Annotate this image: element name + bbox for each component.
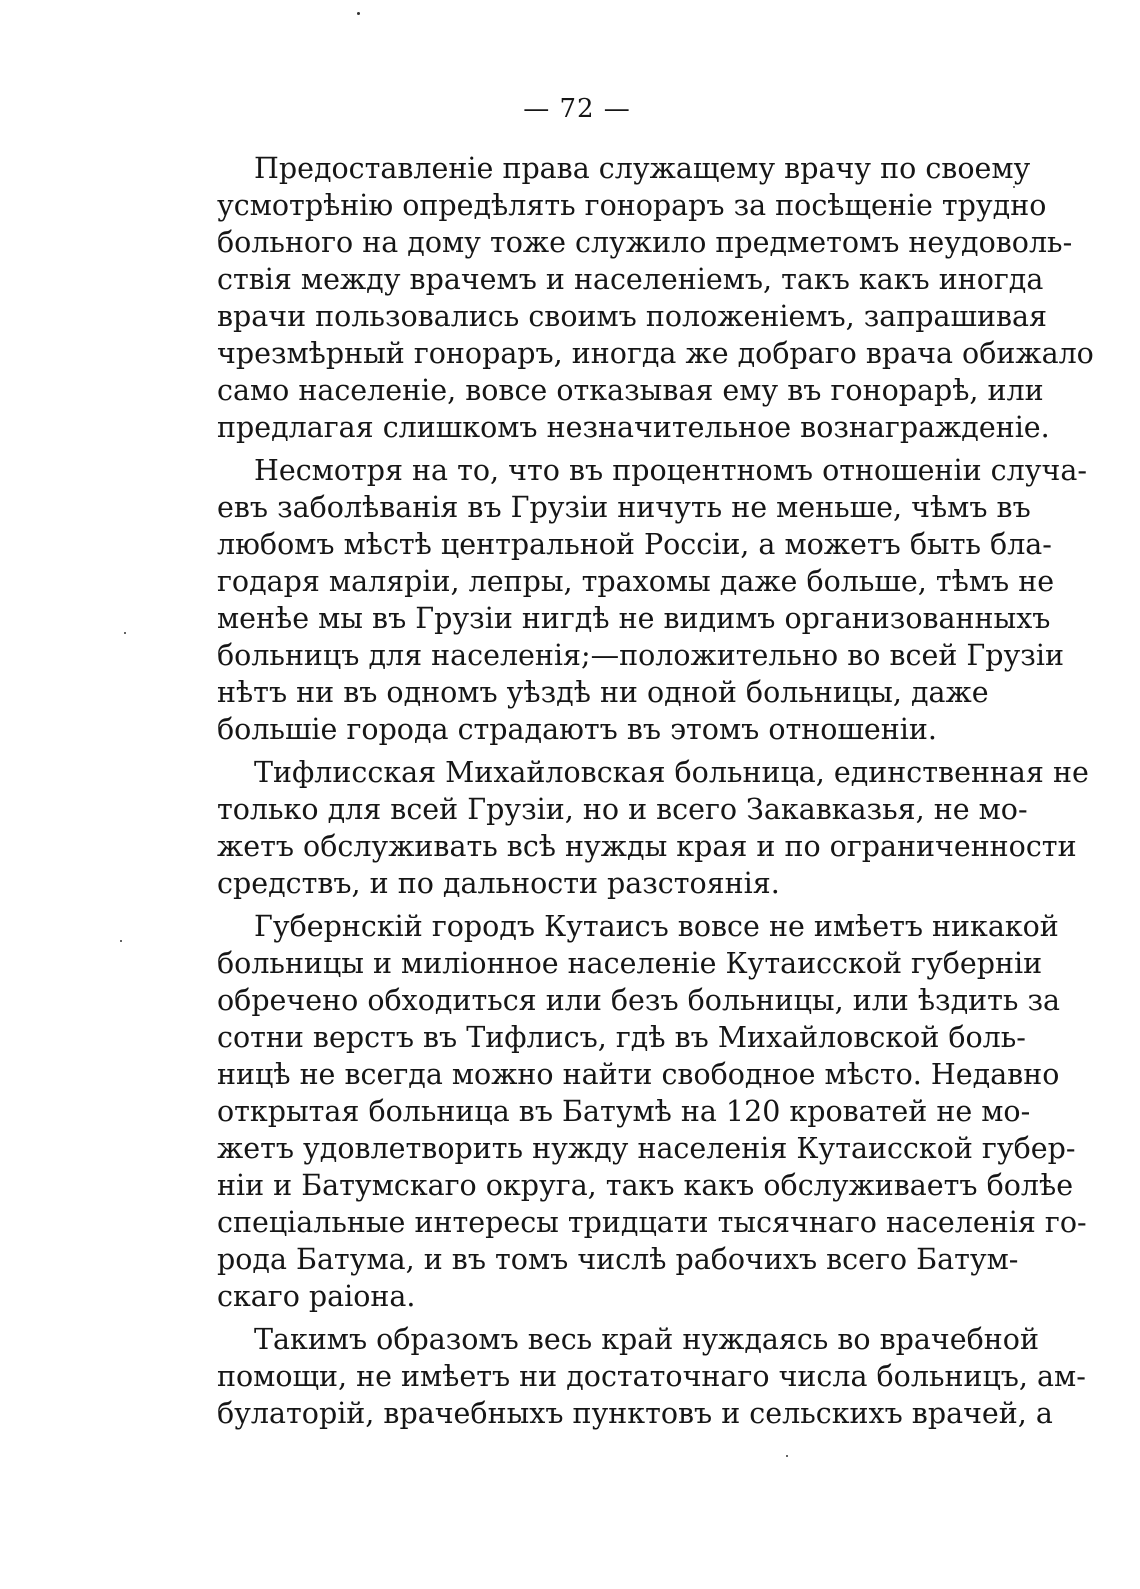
text-line: булаторій, врачебныхъ пунктовъ и сельскихъ врачей, а <box>217 1397 1053 1430</box>
text-line: помощи, не имѣетъ ни достаточнаго числа больницъ, ам- <box>217 1360 1086 1393</box>
text-line: само населеніе, вовсе отказывая ему въ гонорарѣ, или <box>217 374 1044 407</box>
text-line: большіе города страдаютъ въ этомъ отношеніи. <box>217 713 937 746</box>
text-line: менѣе мы въ Грузіи нигдѣ не видимъ организованныхъ <box>217 602 1051 635</box>
print-speck <box>1013 186 1015 188</box>
text-line: Тифлисская Михайловская больница, единственная не <box>254 756 1089 789</box>
print-speck <box>120 940 122 942</box>
text-line: врачи пользовались своимъ положеніемъ, запрашивая <box>217 300 1048 333</box>
text-line: только для всей Грузіи, но и всего Закавказья, не мо- <box>217 793 1028 826</box>
paragraph <box>217 908 1087 1315</box>
page-number: — 72 — <box>523 94 631 124</box>
text-line: скаго раіона. <box>217 1280 416 1313</box>
text-line: ствія между врачемъ и населеніемъ, такъ какъ иногда <box>217 263 1044 296</box>
text-line: ницѣ не всегда можно найти свободное мѣсто. Недавно <box>217 1058 1060 1091</box>
paragraph <box>217 1321 1086 1432</box>
text-line: Такимъ образомъ весь край нуждаясь во врачебной <box>254 1323 1039 1356</box>
text-line: больницы и миліонное населеніе Кутаисской губерніи <box>217 947 1043 980</box>
print-speck <box>786 1455 788 1457</box>
text-line: Несмотря на то, что въ процентномъ отношеніи случа- <box>254 454 1087 487</box>
paragraph <box>217 754 1089 902</box>
text-line: Предоставленіе права служащему врачу по своему <box>254 152 1031 185</box>
text-line: спеціальные интересы тридцати тысячнаго населенія го- <box>217 1206 1087 1239</box>
print-speck <box>357 12 360 15</box>
text-line: жетъ удовлетворить нужду населенія Кутаисской губер- <box>217 1132 1076 1165</box>
text-line: евъ заболѣванія въ Грузіи ничуть не меньше, чѣмъ въ <box>217 491 1031 524</box>
text-line: жетъ обслуживать всѣ нужды края и по ограниченности <box>217 830 1077 863</box>
text-line: открытая больница въ Батумѣ на 120 кроватей не мо- <box>217 1095 1031 1128</box>
paragraph <box>217 452 1087 748</box>
text-line: средствъ, и по дальности разстоянія. <box>217 867 780 900</box>
text-line: усмотрѣнію опредѣлять гонораръ за посѣщеніе трудно <box>217 189 1047 222</box>
text-line: годаря маляріи, лепры, трахомы даже больше, тѣмъ не <box>217 565 1055 598</box>
text-line: рода Батума, и въ томъ числѣ рабочихъ всего Батум- <box>217 1243 1019 1276</box>
text-line: чрезмѣрный гонораръ, иногда же добраго врача обижало <box>217 337 1094 370</box>
print-speck <box>124 632 126 634</box>
text-line: ніи и Батумскаго округа, такъ какъ обслуживаетъ болѣе <box>217 1169 1074 1202</box>
text-line: предлагая слишкомъ незначительное вознагражденіе. <box>217 411 1050 444</box>
text-line: любомъ мѣстѣ центральной Россіи, а можетъ быть бла- <box>217 528 1052 561</box>
text-line: больницъ для населенія;—положительно во всей Грузіи <box>217 639 1064 672</box>
text-line: больного на дому тоже служило предметомъ неудоволь- <box>217 226 1073 259</box>
body-text <box>217 150 1094 1438</box>
text-line: сотни верстъ въ Тифлисъ, гдѣ въ Михайловской боль- <box>217 1021 1026 1054</box>
text-line: нѣтъ ни въ одномъ уѣздѣ ни одной больницы, даже <box>217 676 989 709</box>
text-line: Губернскій городъ Кутаисъ вовсе не имѣетъ никакой <box>254 910 1059 943</box>
text-line: обречено обходиться или безъ больницы, или ѣздить за <box>217 984 1061 1017</box>
paragraph <box>217 150 1094 446</box>
